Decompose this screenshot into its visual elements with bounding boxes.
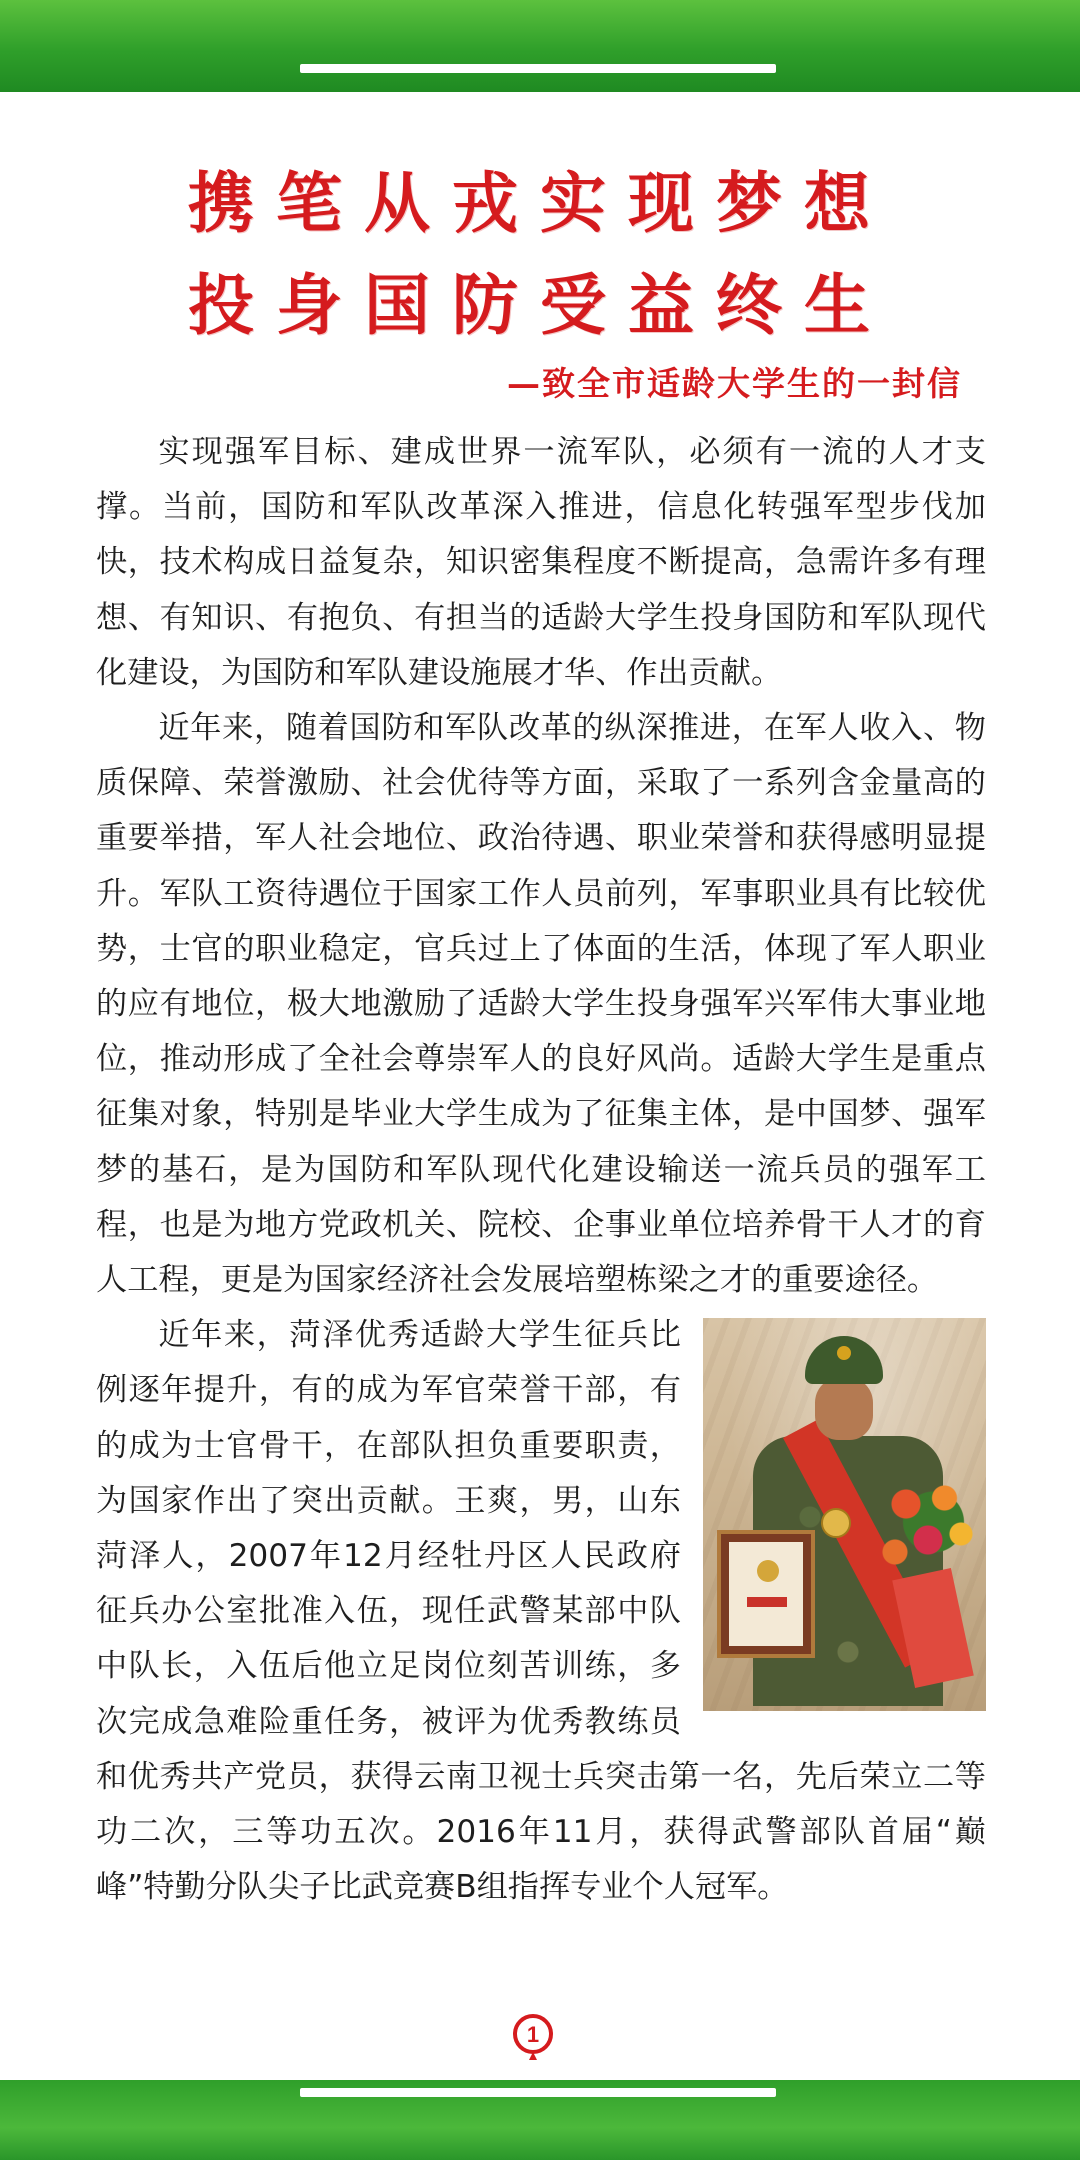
subtitle: —致全市适龄大学生的一封信 bbox=[507, 364, 962, 403]
top-green-band bbox=[0, 0, 1080, 92]
top-white-rule bbox=[300, 64, 776, 73]
paragraph-2: 近年来，随着国防和军队改革的纵深推进，在军人收入、物质保障、荣誉激励、社会优待等方面，采取了一系列含金量高的重要举措，军人社会地位、政治待遇、职业荣誉和获得感明显提升。军队工资待遇位于国家工作人员前列，军事职业具有比较优势，士官的职业稳定，官兵过上了体面的生活，体现了军人职业的应有地位，极大地激励了适龄大学生投身强军兴军伟大事业地位，推动形成了全社会尊崇军人的良好风尚。适龄大学生是重点征集对象，特别是毕业大学生成为了征集主体，是中国梦、强军梦的基石，是为国防和军队现代化建设输送一流兵员的强军工程，也是为地方党政机关、院校、企事业单位培养骨干人才的育人工程，更是为国家经济社会发展培塑栋梁之才的重要途径。 bbox=[96, 710, 986, 1299]
title-line-2: 投身国防受益终生 bbox=[188, 266, 892, 344]
flower-bouquet-image bbox=[873, 1468, 983, 1588]
soldier-photo bbox=[703, 1318, 986, 1711]
paragraph-3: 近年来，菏泽优秀适龄大学生征兵比例逐年提升，有的成为军官荣誉干部，有的成为士官骨干，在部队担负重要职责，为国家作出了突出贡献。王爽，男，山东菏泽人，2007年12月经牡丹区人民政府征兵办公室批准入伍，现任武警某部中队中队长，入伍后他立足岗位刻苦训练，多次完成急难险重任务，被评为优秀教练员和优秀共产党员，获得云南卫视士兵突击第一名，先后荣立二等功二次，三等功五次。2016年11月，获得武警部队首届“巅峰”特勤分队尖子比武竞赛B组指挥专业个人冠军。 bbox=[96, 1317, 986, 1906]
letter-body bbox=[96, 425, 986, 1915]
certificate-image bbox=[717, 1530, 815, 1658]
bottom-white-rule bbox=[300, 2088, 776, 2097]
page-number-marker bbox=[508, 2012, 558, 2062]
page-number: 1 bbox=[526, 2022, 540, 2047]
paragraph-1: 实现强军目标、建成世界一流军队，必须有一流的人才支撑。当前，国防和军队改革深入推进，信息化转强军型步伐加快，技术构成日益复杂，知识密集程度不断提高，急需许多有理想、有知识、有抱负、有担当的适龄大学生投身国防和军队现代化建设，为国防和军队建设施展才华、作出贡献。 bbox=[96, 434, 986, 691]
title-line-1: 携笔从戎实现梦想 bbox=[188, 164, 892, 242]
